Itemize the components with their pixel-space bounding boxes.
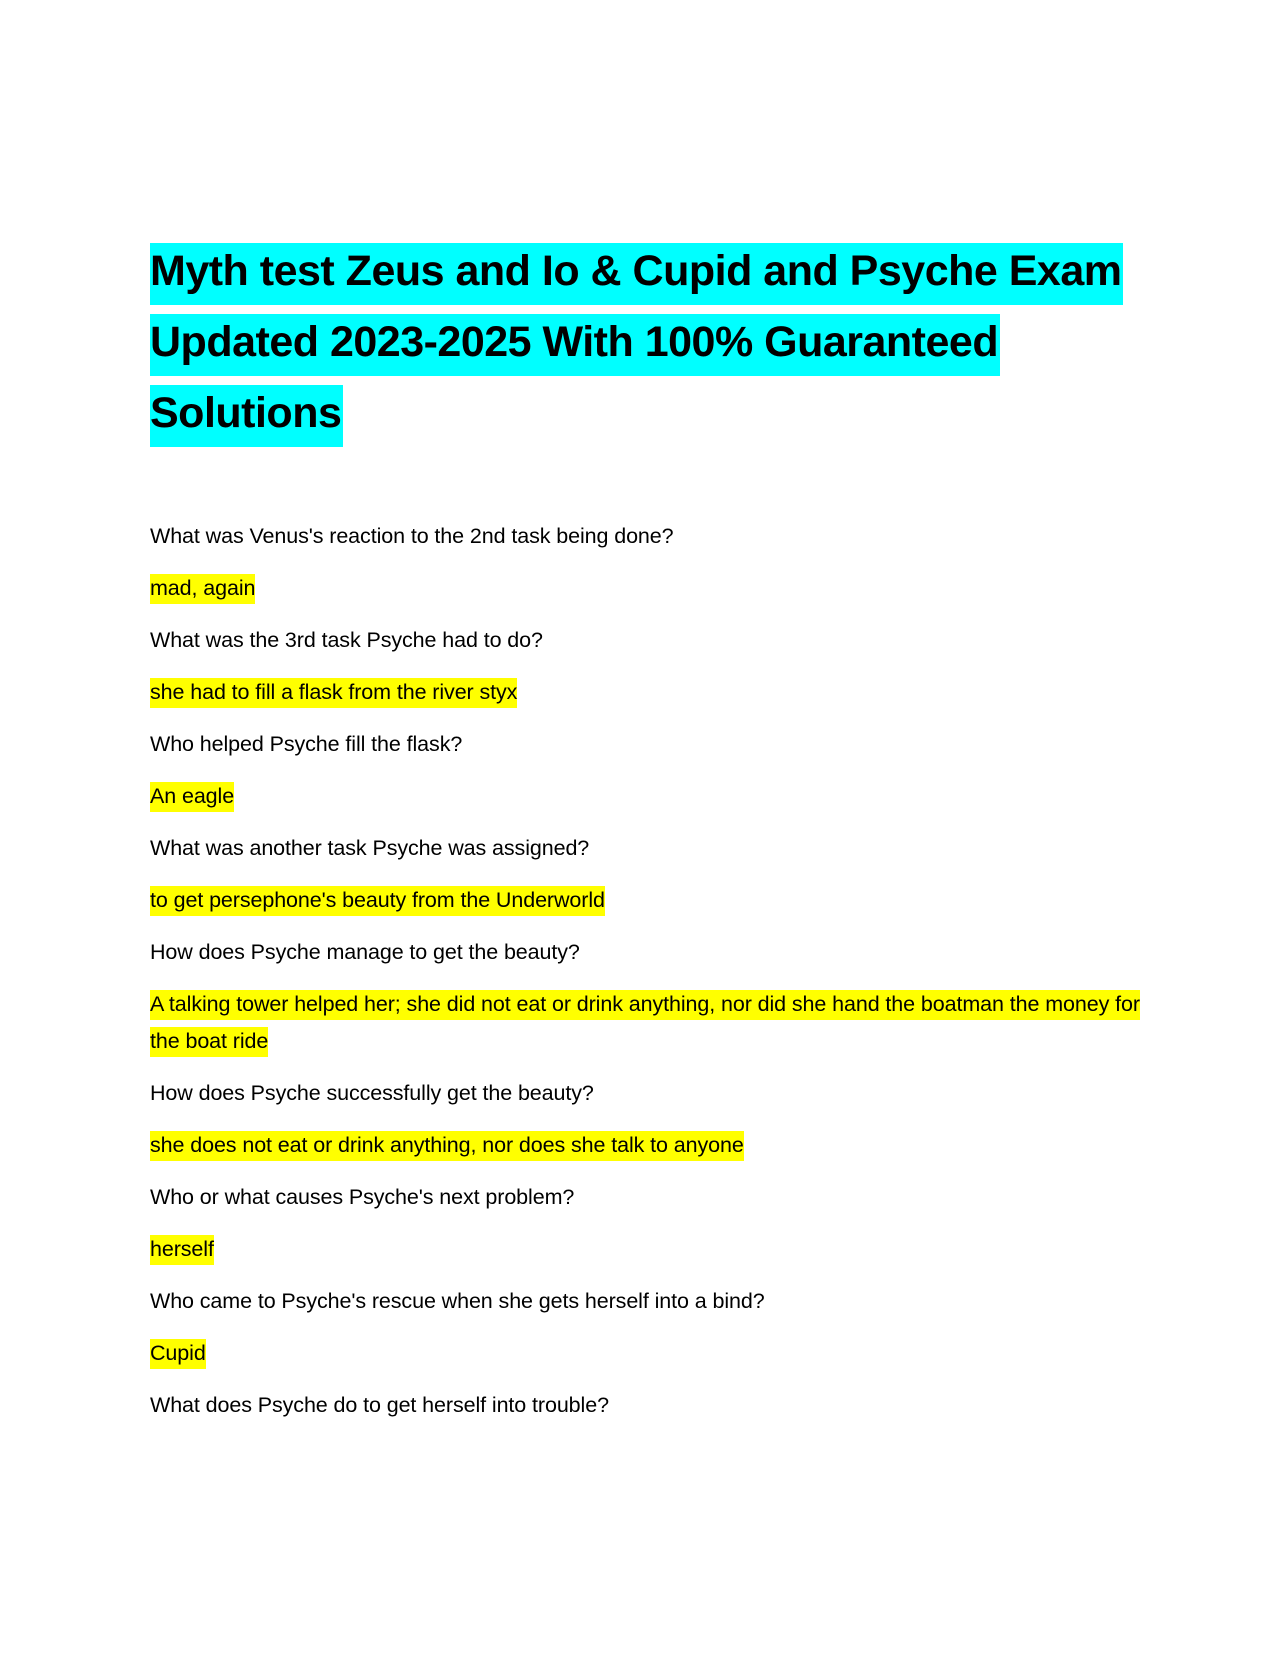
answer-8-text: Cupid bbox=[150, 1339, 206, 1369]
question-5: How does Psyche manage to get the beauty? bbox=[150, 940, 580, 964]
document-title-text: Myth test Zeus and Io & Cupid and Psyche Exam Updated 2023-2025 With 100% Guaranteed Solutions bbox=[150, 243, 1123, 447]
answer-5-text: A talking tower helped her; she did not eat or drink anything, nor did she hand the boatman the money for the boat ride bbox=[150, 990, 1140, 1057]
question-2: What was the 3rd task Psyche had to do? bbox=[150, 628, 543, 652]
question-1: What was Venus's reaction to the 2nd task being done? bbox=[150, 524, 674, 548]
answer-6-text: she does not eat or drink anything, nor does she talk to anyone bbox=[150, 1131, 744, 1161]
answer-7 bbox=[150, 1231, 1140, 1268]
question-9: What does Psyche do to get herself into trouble? bbox=[150, 1393, 609, 1417]
question-7: Who or what causes Psyche's next problem? bbox=[150, 1185, 575, 1209]
document-title bbox=[150, 236, 1150, 449]
question-3: Who helped Psyche fill the flask? bbox=[150, 732, 463, 756]
question-6: How does Psyche successfully get the beauty? bbox=[150, 1081, 594, 1105]
answer-3-text: An eagle bbox=[150, 782, 234, 812]
answer-4 bbox=[150, 882, 1140, 919]
answer-8 bbox=[150, 1335, 1140, 1372]
answer-5 bbox=[150, 986, 1140, 1060]
question-4: What was another task Psyche was assigned? bbox=[150, 836, 590, 860]
qa-list bbox=[150, 518, 1140, 1439]
answer-7-text: herself bbox=[150, 1235, 214, 1265]
answer-4-text: to get persephone's beauty from the Underworld bbox=[150, 886, 605, 916]
answer-6 bbox=[150, 1127, 1140, 1164]
answer-1-text: mad, again bbox=[150, 574, 255, 604]
answer-3 bbox=[150, 778, 1140, 815]
answer-1 bbox=[150, 570, 1140, 607]
answer-2 bbox=[150, 674, 1140, 711]
answer-2-text: she had to fill a flask from the river styx bbox=[150, 678, 517, 708]
question-8: Who came to Psyche's rescue when she gets herself into a bind? bbox=[150, 1289, 765, 1313]
